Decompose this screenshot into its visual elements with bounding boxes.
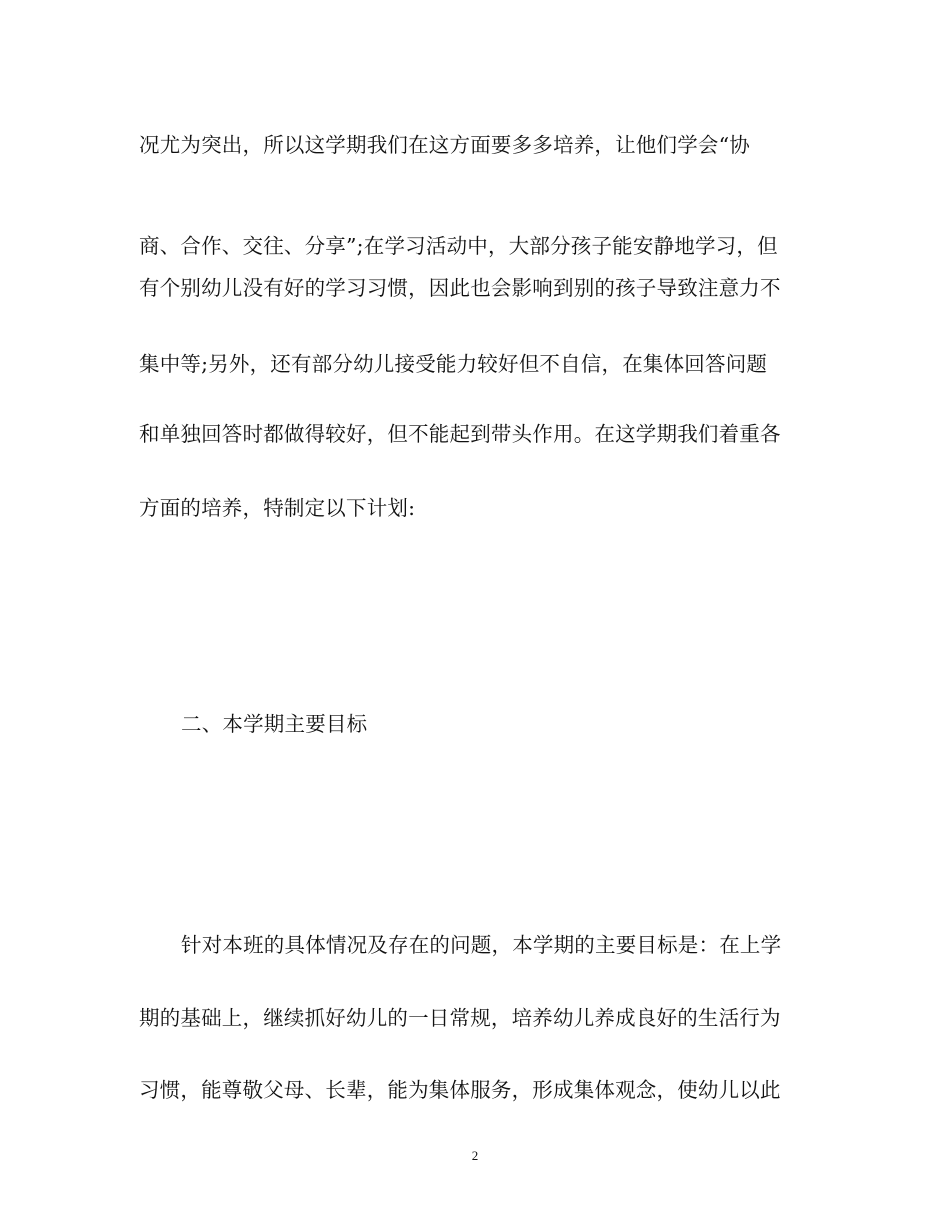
paragraph-line: 方面的培养，特制定以下计划: <box>139 496 416 520</box>
paragraph-line: 况尤为突出，所以这学期我们在这方面要多多培养，让他们学会“协 <box>139 133 750 157</box>
page-number: 2 <box>471 1148 479 1163</box>
paragraph-line: 习惯，能尊敬父母、长辈，能为集体服务，形成集体观念，使幼儿以此 <box>139 1078 781 1102</box>
paragraph-line: 和单独回答时都做得较好，但不能起到带头作用。在这学期我们着重各 <box>139 422 781 446</box>
paragraph-line: 商、合作、交往、分享”;在学习活动中，大部分孩子能安静地学习，但 <box>139 234 778 258</box>
paragraph-line: 有个别幼儿没有好的学习习惯，因此也会影响到别的孩子导致注意力不 <box>139 276 781 300</box>
paragraph-line: 集中等;另外，还有部分幼儿接受能力较好但不自信，在集体回答问题 <box>139 352 768 376</box>
section-heading: 二、本学期主要目标 <box>181 712 368 736</box>
paragraph-line: 针对本班的具体情况及存在的问题，本学期的主要目标是：在上学 <box>181 933 782 957</box>
paragraph-line: 期的基础上，继续抓好幼儿的一日常规，培养幼儿养成良好的生活行为 <box>139 1006 781 1030</box>
